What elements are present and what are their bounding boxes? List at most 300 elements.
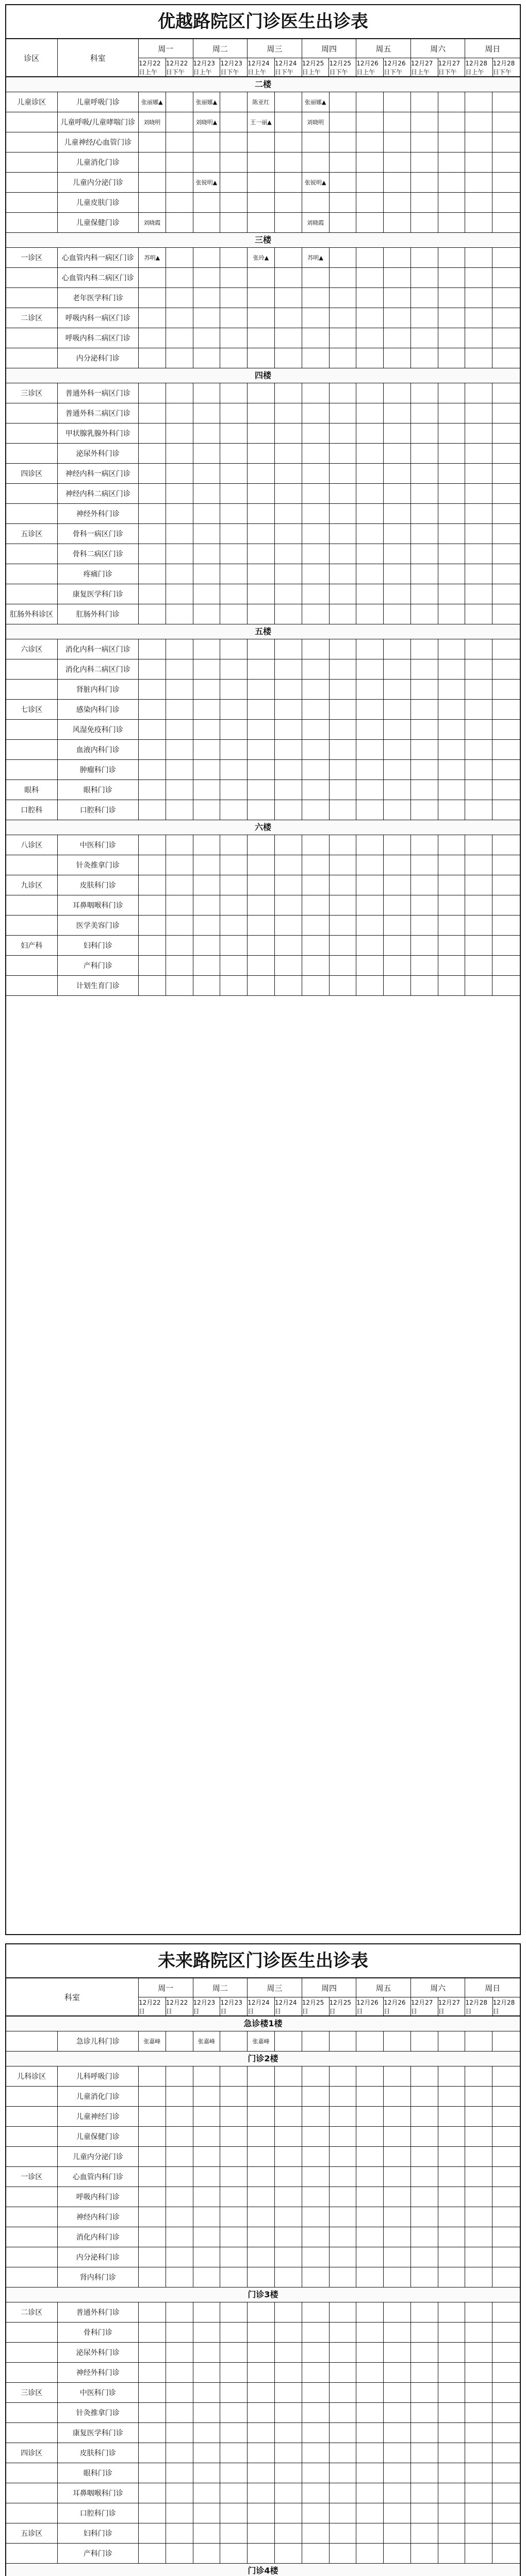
doctor-slot	[438, 2383, 466, 2402]
doctor-slot	[330, 2247, 357, 2267]
doctor-slot	[166, 484, 193, 503]
doctor-slot	[438, 132, 466, 152]
doctor-slot	[275, 92, 302, 112]
doctor-slot	[411, 855, 438, 875]
table-row	[6, 328, 520, 348]
dept-cell: 感染内科门诊	[58, 700, 139, 719]
doctor-slot	[492, 2403, 520, 2422]
doctor-slot	[248, 2087, 275, 2106]
doctor-slot	[438, 835, 466, 855]
doctor-slot	[356, 720, 384, 739]
dept-cell: 儿童消化门诊	[58, 2087, 139, 2106]
doctor-slot	[193, 248, 221, 267]
doctor-slot	[356, 780, 384, 800]
doctor-slot	[139, 740, 166, 759]
dept-cell: 骨科门诊	[58, 2323, 139, 2342]
doctor-slot	[384, 720, 411, 739]
doctor-slot	[220, 2423, 248, 2443]
doctor-slot	[275, 403, 302, 423]
doctor-slot	[384, 700, 411, 719]
doctor-slot	[275, 444, 302, 463]
doctor-slot	[384, 680, 411, 699]
table-row	[6, 2187, 520, 2207]
dept-cell: 针灸推拿门诊	[58, 2403, 139, 2422]
area-cell: 七诊区	[6, 700, 58, 719]
doctor-slot	[139, 2443, 166, 2463]
doctor-slot	[330, 193, 357, 212]
doctor-slot	[492, 2167, 520, 2187]
doctor-slot	[330, 2066, 357, 2086]
doctor-slot	[438, 2167, 466, 2187]
dept-cell: 产科门诊	[58, 2544, 139, 2563]
doctor-slot	[302, 659, 330, 679]
doctor-slot	[139, 348, 166, 368]
doctor-slot	[465, 92, 492, 112]
doctor-slot	[166, 2247, 193, 2267]
table-row	[6, 2087, 520, 2107]
area-cell	[6, 2267, 58, 2287]
dept-cell: 骨科一病区门诊	[58, 524, 139, 544]
doctor-slot	[139, 2267, 166, 2287]
doctor-slot	[166, 444, 193, 463]
doctor-slot	[330, 308, 357, 328]
doctor-slot	[492, 268, 520, 287]
doctor-slot	[220, 976, 248, 995]
area-cell: 二诊区	[6, 2302, 58, 2322]
dept-cell: 中医科门诊	[58, 835, 139, 855]
doctor-slot	[166, 2544, 193, 2563]
doctor-slot	[492, 584, 520, 604]
doctor-slot	[465, 2227, 492, 2247]
doctor-slot	[166, 504, 193, 523]
doctor-slot	[438, 268, 466, 287]
doctor-slot: 刘晓明	[139, 112, 166, 132]
doctor-slot	[139, 584, 166, 604]
doctor-slot	[411, 464, 438, 483]
doctor-slot	[248, 2247, 275, 2267]
doctor-slot	[384, 2066, 411, 2086]
doctor-slot	[492, 2383, 520, 2402]
doctor-slot	[465, 2363, 492, 2382]
doctor-slot	[248, 639, 275, 659]
area-cell	[6, 484, 58, 503]
doctor-slot	[166, 2523, 193, 2543]
doctor-slot	[492, 875, 520, 895]
doctor-slot	[275, 916, 302, 935]
dept-cell: 耳鼻咽喉科门诊	[58, 895, 139, 915]
doctor-slot	[139, 403, 166, 423]
doctor-slot	[330, 2423, 357, 2443]
doctor-slot	[220, 132, 248, 152]
doctor-slot	[465, 464, 492, 483]
doctor-slot	[220, 403, 248, 423]
doctor-slot	[220, 2207, 248, 2227]
doctor-slot	[438, 112, 466, 132]
doctor-slot	[139, 268, 166, 287]
doctor-slot	[438, 2267, 466, 2287]
doctor-slot	[302, 2167, 330, 2187]
doctor-slot	[302, 835, 330, 855]
doctor-slot	[330, 2343, 357, 2362]
doctor-slot	[302, 328, 330, 348]
doctor-slot	[384, 152, 411, 172]
doctor-slot	[438, 936, 466, 955]
doctor-slot	[193, 659, 221, 679]
doctor-slot	[166, 2363, 193, 2382]
doctor-slot	[465, 835, 492, 855]
doctor-slot	[411, 92, 438, 112]
doctor-slot	[220, 2343, 248, 2362]
doctor-slot	[275, 564, 302, 584]
doctor-slot	[220, 2463, 248, 2483]
table-row	[6, 2107, 520, 2127]
doctor-slot	[248, 956, 275, 975]
area-cell	[6, 288, 58, 308]
doctor-slot	[492, 2227, 520, 2247]
doctor-slot	[330, 288, 357, 308]
doctor-slot	[411, 112, 438, 132]
doctor-slot	[248, 348, 275, 368]
doctor-slot	[384, 2544, 411, 2563]
doctor-slot	[139, 2087, 166, 2106]
doctor-slot	[166, 268, 193, 287]
doctor-slot	[302, 2323, 330, 2342]
doctor-slot	[302, 2463, 330, 2483]
doctor-slot	[302, 268, 330, 287]
doctor-slot	[248, 484, 275, 503]
table-row	[6, 2147, 520, 2167]
doctor-slot	[330, 855, 357, 875]
dept-cell: 肿瘤科门诊	[58, 760, 139, 779]
doctor-slot	[465, 740, 492, 759]
table-row	[6, 584, 520, 604]
doctor-slot	[356, 2107, 384, 2126]
doctor-slot	[166, 720, 193, 739]
doctor-slot	[139, 659, 166, 679]
doctor-slot	[248, 524, 275, 544]
table-row	[6, 895, 520, 916]
doctor-slot	[465, 720, 492, 739]
doctor-slot	[220, 584, 248, 604]
doctor-slot	[139, 2147, 166, 2166]
doctor-slot	[248, 875, 275, 895]
doctor-slot	[220, 780, 248, 800]
doctor-slot	[139, 524, 166, 544]
doctor-slot	[384, 2503, 411, 2523]
doctor-slot	[384, 2247, 411, 2267]
doctor-slot	[275, 2227, 302, 2247]
doctor-slot	[438, 720, 466, 739]
doctor-slot	[302, 403, 330, 423]
dept-cell: 风湿免疫科门诊	[58, 720, 139, 739]
doctor-slot	[302, 780, 330, 800]
doctor-slot	[220, 524, 248, 544]
doctor-slot	[411, 152, 438, 172]
doctor-slot	[384, 444, 411, 463]
table-row	[6, 564, 520, 584]
doctor-slot	[330, 2483, 357, 2503]
doctor-slot	[275, 328, 302, 348]
doctor-slot	[193, 403, 221, 423]
doctor-slot	[465, 423, 492, 443]
doctor-slot	[356, 2423, 384, 2443]
doctor-slot	[492, 604, 520, 624]
area-cell: 九诊区	[6, 875, 58, 895]
doctor-slot	[166, 2127, 193, 2146]
schedule-grid	[6, 2016, 520, 2576]
doctor-slot	[438, 976, 466, 995]
doctor-slot	[384, 895, 411, 915]
doctor-slot	[248, 213, 275, 232]
doctor-slot	[411, 780, 438, 800]
doctor-slot	[384, 92, 411, 112]
doctor-slot	[492, 248, 520, 267]
area-cell	[6, 112, 58, 132]
floor-label: 六楼	[6, 820, 520, 835]
area-cell: 一诊区	[6, 248, 58, 267]
doctor-slot	[166, 92, 193, 112]
doctor-slot	[139, 423, 166, 443]
doctor-slot	[492, 720, 520, 739]
floor-label: 三楼	[6, 233, 520, 248]
doctor-slot	[302, 288, 330, 308]
doctor-slot	[438, 423, 466, 443]
doctor-slot	[411, 584, 438, 604]
area-cell	[6, 2463, 58, 2483]
doctor-slot	[384, 2187, 411, 2207]
doctor-slot	[411, 659, 438, 679]
doctor-slot	[330, 740, 357, 759]
doctor-slot	[438, 544, 466, 564]
doctor-slot	[166, 288, 193, 308]
doctor-slot	[384, 639, 411, 659]
doctor-slot	[384, 504, 411, 523]
table-row	[6, 193, 520, 213]
doctor-slot	[275, 740, 302, 759]
doctor-slot	[193, 2066, 221, 2086]
area-cell	[6, 855, 58, 875]
doctor-slot	[356, 2031, 384, 2051]
doctor-slot	[384, 544, 411, 564]
doctor-slot	[492, 976, 520, 995]
dept-cell: 儿童保健门诊	[58, 2127, 139, 2146]
doctor-slot	[465, 132, 492, 152]
doctor-slot	[302, 2503, 330, 2523]
table-row	[6, 2503, 520, 2523]
doctor-slot	[302, 423, 330, 443]
doctor-slot	[330, 2227, 357, 2247]
table-row	[6, 132, 520, 152]
doctor-slot	[356, 2343, 384, 2362]
doctor-slot	[166, 639, 193, 659]
table-row	[6, 524, 520, 544]
doctor-slot	[411, 2302, 438, 2322]
table-row	[6, 2267, 520, 2287]
doctor-slot	[492, 403, 520, 423]
table-row	[6, 288, 520, 308]
doctor-slot	[220, 484, 248, 503]
doctor-slot	[330, 484, 357, 503]
doctor-slot	[411, 875, 438, 895]
doctor-slot	[193, 895, 221, 915]
doctor-slot	[438, 916, 466, 935]
doctor-slot	[302, 2147, 330, 2166]
area-cell	[6, 2403, 58, 2422]
header-dept: 科室	[58, 39, 139, 76]
doctor-slot	[166, 956, 193, 975]
area-cell: 妇产科	[6, 936, 58, 955]
doctor-slot	[465, 288, 492, 308]
doctor-slot	[302, 2523, 330, 2543]
dept-cell: 泌尿外科门诊	[58, 444, 139, 463]
dept-cell: 神经外科门诊	[58, 504, 139, 523]
doctor-slot	[330, 92, 357, 112]
doctor-slot	[492, 2323, 520, 2342]
doctor-slot	[275, 604, 302, 624]
doctor-slot	[411, 976, 438, 995]
doctor-slot	[139, 2523, 166, 2543]
doctor-slot	[384, 2087, 411, 2106]
dept-cell: 普通外科门诊	[58, 2302, 139, 2322]
doctor-slot	[411, 444, 438, 463]
doctor-slot	[275, 780, 302, 800]
doctor-slot	[411, 423, 438, 443]
doctor-slot	[492, 2423, 520, 2443]
doctor-slot	[330, 383, 357, 403]
doctor-slot	[384, 2383, 411, 2402]
doctor-slot	[220, 2107, 248, 2126]
doctor-slot	[492, 936, 520, 955]
area-cell	[6, 544, 58, 564]
table-row	[6, 2544, 520, 2564]
doctor-slot	[330, 936, 357, 955]
area-cell	[6, 173, 58, 192]
doctor-slot	[492, 895, 520, 915]
doctor-slot	[411, 936, 438, 955]
area-cell: 肛肠外科诊区	[6, 604, 58, 624]
doctor-slot	[438, 2187, 466, 2207]
doctor-slot	[275, 2087, 302, 2106]
doctor-slot	[139, 2403, 166, 2422]
doctor-slot	[492, 2483, 520, 2503]
doctor-slot	[492, 2187, 520, 2207]
doctor-slot	[411, 2127, 438, 2146]
doctor-slot	[139, 504, 166, 523]
doctor-slot	[411, 2443, 438, 2463]
doctor-slot	[411, 700, 438, 719]
doctor-slot	[438, 2227, 466, 2247]
area-cell	[6, 2343, 58, 2362]
doctor-slot	[492, 2503, 520, 2523]
doctor-slot	[384, 484, 411, 503]
doctor-slot	[356, 2443, 384, 2463]
doctor-slot	[438, 2031, 466, 2051]
doctor-slot	[492, 2031, 520, 2051]
doctor-slot	[139, 780, 166, 800]
doctor-slot	[465, 2107, 492, 2126]
doctor-slot	[139, 680, 166, 699]
doctor-slot	[492, 464, 520, 483]
doctor-slot	[248, 308, 275, 328]
doctor-slot	[275, 504, 302, 523]
doctor-slot	[275, 2423, 302, 2443]
doctor-slot	[356, 504, 384, 523]
table-row	[6, 2483, 520, 2503]
doctor-slot	[302, 936, 330, 955]
doctor-slot	[330, 780, 357, 800]
doctor-slot	[248, 2403, 275, 2422]
doctor-slot	[411, 835, 438, 855]
doctor-slot	[139, 444, 166, 463]
doctor-slot	[193, 936, 221, 955]
doctor-slot	[330, 132, 357, 152]
doctor-slot	[330, 328, 357, 348]
doctor-slot	[275, 213, 302, 232]
floor-label: 门诊3楼	[6, 2287, 520, 2302]
table-row	[6, 2383, 520, 2403]
header-day: 周二 12月23日 12月23日	[193, 1978, 248, 2015]
doctor-slot	[492, 2087, 520, 2106]
doctor-slot	[384, 288, 411, 308]
doctor-slot	[438, 2523, 466, 2543]
doctor-slot	[384, 956, 411, 975]
doctor-slot	[384, 2267, 411, 2287]
doctor-slot	[248, 936, 275, 955]
doctor-slot	[356, 740, 384, 759]
doctor-slot	[356, 2323, 384, 2342]
doctor-slot	[166, 740, 193, 759]
area-cell: 一诊区	[6, 2167, 58, 2187]
doctor-slot	[166, 2227, 193, 2247]
doctor-slot	[465, 112, 492, 132]
floor-label: 急诊楼1楼	[6, 2016, 520, 2031]
doctor-slot	[302, 564, 330, 584]
doctor-slot	[166, 2483, 193, 2503]
doctor-slot	[139, 604, 166, 624]
doctor-slot	[248, 2167, 275, 2187]
doctor-slot	[465, 2167, 492, 2187]
doctor-slot	[220, 2267, 248, 2287]
doctor-slot	[356, 604, 384, 624]
doctor-slot	[193, 916, 221, 935]
doctor-slot	[166, 152, 193, 172]
doctor-slot	[330, 700, 357, 719]
doctor-slot	[248, 659, 275, 679]
doctor-slot	[492, 2066, 520, 2086]
doctor-slot	[302, 504, 330, 523]
doctor-slot	[384, 248, 411, 267]
area-cell	[6, 2107, 58, 2126]
doctor-slot	[356, 92, 384, 112]
doctor-slot	[330, 835, 357, 855]
doctor-slot	[248, 564, 275, 584]
area-cell: 五诊区	[6, 2523, 58, 2543]
doctor-slot	[330, 248, 357, 267]
header-day: 周五 12月26日上午 12月26日下午	[356, 39, 411, 76]
doctor-slot	[465, 504, 492, 523]
header-day: 周二 12月23日上午 12月23日下午	[193, 39, 248, 76]
doctor-slot	[248, 2066, 275, 2086]
doctor-slot	[492, 383, 520, 403]
table-row	[6, 700, 520, 720]
doctor-slot	[193, 328, 221, 348]
doctor-slot	[438, 2147, 466, 2166]
doctor-slot	[302, 604, 330, 624]
table-row	[6, 2523, 520, 2544]
doctor-slot	[193, 2463, 221, 2483]
doctor-slot	[193, 956, 221, 975]
doctor-slot	[248, 2147, 275, 2166]
